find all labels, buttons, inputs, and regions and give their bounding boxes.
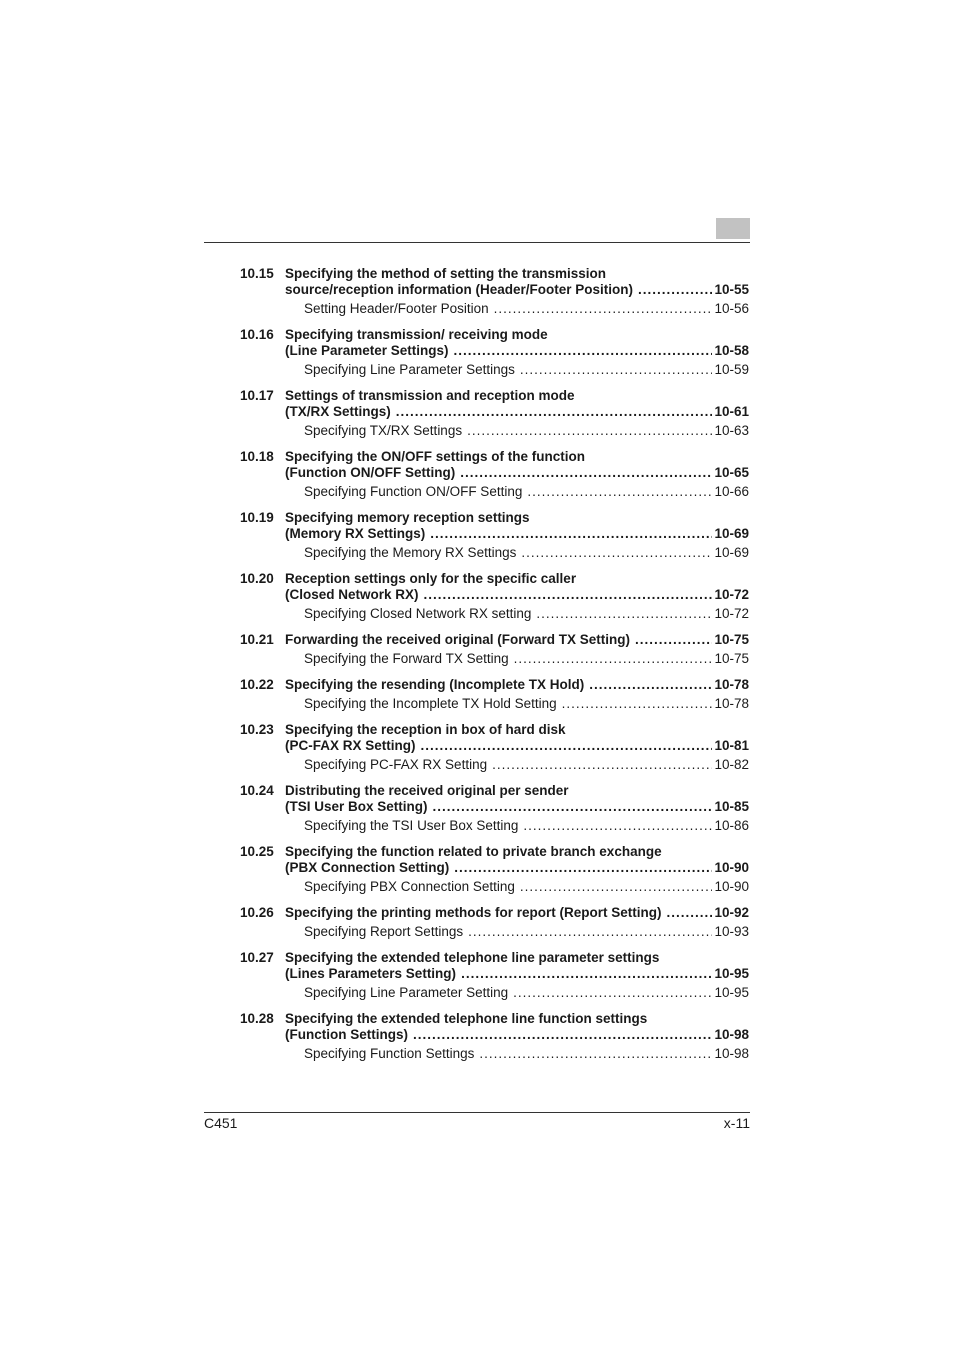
toc-section	[240, 783, 749, 844]
section-number: 10.16	[240, 327, 274, 342]
toc-subentry	[240, 543, 749, 562]
leader-dots	[635, 632, 712, 648]
section-title[interactable]: Specifying the reception in box of hard disk	[285, 722, 566, 737]
toc-section	[240, 950, 749, 1011]
subentry-title[interactable]: Specifying Line Parameter Setting	[304, 985, 509, 1000]
subentry-title[interactable]: Specifying PC-FAX RX Setting	[304, 757, 488, 772]
toc-heading-line	[240, 343, 749, 359]
toc-heading-line	[240, 799, 749, 815]
toc-heading-line	[240, 465, 749, 481]
leader-dots	[562, 694, 713, 713]
toc-heading-line	[240, 327, 749, 343]
section-number: 10.22	[240, 677, 274, 692]
leader-dots	[430, 526, 712, 542]
subentry-title[interactable]: Specifying the Forward TX Setting	[304, 651, 509, 666]
page-ref[interactable]: 10-93	[714, 924, 749, 939]
toc-section	[240, 1011, 749, 1072]
toc-heading-line	[240, 722, 749, 738]
leader-dots	[520, 877, 713, 896]
toc-section	[240, 844, 749, 905]
page-ref[interactable]: 10-90	[714, 860, 749, 875]
section-title[interactable]: Specifying the method of setting the transmission	[285, 266, 607, 281]
section-number: 10.20	[240, 571, 274, 586]
toc-section	[240, 905, 749, 950]
toc-section	[240, 266, 749, 327]
leader-dots	[454, 343, 713, 359]
section-number: 10.25	[240, 844, 274, 859]
page-ref[interactable]: 10-92	[714, 905, 749, 920]
toc-section	[240, 327, 749, 388]
toc-section	[240, 632, 749, 677]
toc-heading-line	[240, 449, 749, 465]
page-ref[interactable]: 10-55	[714, 282, 749, 297]
toc-heading-line	[240, 510, 749, 526]
subentry-title[interactable]: Specifying Function Settings	[304, 1046, 475, 1061]
section-title-cont[interactable]: (Line Parameter Settings)	[285, 343, 449, 358]
toc-subentry	[240, 694, 749, 713]
toc-subentry	[240, 299, 749, 318]
toc-section	[240, 510, 749, 571]
footer-rule	[204, 1112, 750, 1113]
section-title[interactable]: Distributing the received original per sender	[285, 783, 569, 798]
page-ref[interactable]: 10-78	[714, 696, 749, 711]
toc-heading-line	[240, 738, 749, 754]
toc-subentry	[240, 816, 749, 835]
section-title-cont[interactable]: (TX/RX Settings)	[285, 404, 391, 419]
page-ref[interactable]: 10-86	[714, 818, 749, 833]
section-title-cont[interactable]: (Memory RX Settings)	[285, 526, 426, 541]
page-ref[interactable]: 10-78	[714, 677, 749, 692]
section-title-cont[interactable]: (Closed Network RX)	[285, 587, 419, 602]
page-ref[interactable]: 10-81	[714, 738, 749, 753]
section-title[interactable]: Specifying the extended telephone line function settings	[285, 1011, 648, 1026]
toc-heading-line	[240, 844, 749, 860]
page-ref[interactable]: 10-75	[714, 651, 749, 666]
section-title[interactable]: Specifying the printing methods for report (Report Setting)	[285, 905, 662, 920]
toc-heading-line	[240, 860, 749, 876]
leader-dots	[413, 1027, 712, 1043]
page-ref[interactable]: 10-98	[714, 1046, 749, 1061]
subentry-title[interactable]: Specifying Report Settings	[304, 924, 464, 939]
page-ref[interactable]: 10-85	[714, 799, 749, 814]
leader-dots	[514, 649, 713, 668]
toc-subentry	[240, 482, 749, 501]
toc-heading-line	[240, 526, 749, 542]
toc-heading-line	[240, 266, 749, 282]
page-ref[interactable]: 10-95	[714, 985, 749, 1000]
toc-heading-line	[240, 388, 749, 404]
section-title[interactable]: Specifying memory reception settings	[285, 510, 530, 525]
leader-dots	[638, 282, 712, 298]
toc-subentry	[240, 649, 749, 668]
leader-dots	[421, 738, 713, 754]
leader-dots	[589, 677, 712, 693]
subentry-title[interactable]: Specifying TX/RX Settings	[304, 423, 463, 438]
leader-dots	[424, 587, 713, 603]
page-ref[interactable]: 10-61	[714, 404, 749, 419]
page-ref[interactable]: 10-69	[714, 526, 749, 541]
subentry-title[interactable]: Specifying Closed Network RX setting	[304, 606, 532, 621]
toc-section	[240, 388, 749, 449]
leader-dots	[523, 816, 712, 835]
section-title[interactable]: Specifying transmission/ receiving mode	[285, 327, 548, 342]
section-title-cont[interactable]: (Function ON/OFF Setting)	[285, 465, 456, 480]
leader-dots	[492, 755, 712, 774]
section-title-cont[interactable]: (PBX Connection Setting)	[285, 860, 450, 875]
leader-dots	[667, 905, 713, 921]
page-ref[interactable]: 10-90	[714, 879, 749, 894]
leader-dots	[527, 482, 712, 501]
toc-heading-line	[240, 966, 749, 982]
toc-subentry	[240, 755, 749, 774]
header-rule	[204, 242, 750, 243]
toc-heading-line	[240, 404, 749, 420]
toc-heading-line	[240, 282, 749, 298]
toc-section	[240, 677, 749, 722]
toc-subentry	[240, 983, 749, 1002]
section-title-cont[interactable]: (PC-FAX RX Setting)	[285, 738, 416, 753]
section-number: 10.17	[240, 388, 274, 403]
section-title[interactable]: Specifying the resending (Incomplete TX Hold)	[285, 677, 585, 692]
leader-dots	[513, 983, 712, 1002]
subentry-title[interactable]: Specifying PBX Connection Setting	[304, 879, 515, 894]
section-number: 10.28	[240, 1011, 274, 1026]
section-title-cont[interactable]: source/reception information (Header/Footer Position)	[285, 282, 634, 297]
section-title-cont[interactable]: (TSI User Box Setting)	[285, 799, 428, 814]
page-ref[interactable]: 10-95	[714, 966, 749, 981]
section-title[interactable]: Specifying the ON/OFF settings of the function	[285, 449, 585, 464]
section-title-cont[interactable]: (Function Settings)	[285, 1027, 408, 1042]
toc-heading-line	[240, 1011, 749, 1027]
toc-heading-line	[240, 632, 749, 648]
subentry-title[interactable]: Specifying Line Parameter Settings	[304, 362, 515, 377]
page-ref[interactable]: 10-66	[714, 484, 749, 499]
leader-dots	[536, 604, 712, 623]
leader-dots	[520, 360, 713, 379]
section-title[interactable]: Forwarding the received original (Forward TX Setting)	[285, 632, 631, 647]
leader-dots	[468, 922, 712, 941]
section-number: 10.21	[240, 632, 274, 647]
header-tab	[716, 218, 750, 239]
subentry-title[interactable]: Specifying the Memory RX Settings	[304, 545, 517, 560]
leader-dots	[521, 543, 712, 562]
section-number: 10.24	[240, 783, 274, 798]
page-ref[interactable]: 10-69	[714, 545, 749, 560]
section-title[interactable]: Settings of transmission and reception mode	[285, 388, 575, 403]
toc-section	[240, 722, 749, 783]
section-number: 10.18	[240, 449, 274, 464]
toc-heading-line	[240, 587, 749, 603]
toc-subentry	[240, 922, 749, 941]
toc-subentry	[240, 1044, 749, 1063]
leader-dots	[467, 421, 712, 440]
table-of-contents	[240, 266, 749, 1072]
section-number: 10.26	[240, 905, 274, 920]
leader-dots	[454, 860, 712, 876]
leader-dots	[479, 1044, 712, 1063]
toc-heading-line	[240, 1027, 749, 1043]
section-title[interactable]: Specifying the function related to private branch exchange	[285, 844, 662, 859]
page-ref[interactable]: 10-59	[714, 362, 749, 377]
toc-heading-line	[240, 950, 749, 966]
section-number: 10.27	[240, 950, 274, 965]
toc-subentry	[240, 604, 749, 623]
leader-dots	[396, 404, 713, 420]
subentry-title[interactable]: Specifying the TSI User Box Setting	[304, 818, 519, 833]
leader-dots	[460, 465, 712, 481]
toc-section	[240, 449, 749, 510]
section-number: 10.19	[240, 510, 274, 525]
section-number: 10.23	[240, 722, 274, 737]
toc-heading-line	[240, 677, 749, 693]
subentry-title[interactable]: Specifying the Incomplete TX Hold Setting	[304, 696, 557, 711]
toc-section	[240, 571, 749, 632]
section-title[interactable]: Reception settings only for the specific caller	[285, 571, 577, 586]
page-ref[interactable]: 10-75	[714, 632, 749, 647]
leader-dots	[461, 966, 712, 982]
toc-subentry	[240, 421, 749, 440]
section-title-cont[interactable]: (Lines Parameters Setting)	[285, 966, 457, 981]
page-ref[interactable]: 10-56	[714, 301, 749, 316]
leader-dots	[433, 799, 713, 815]
subentry-title[interactable]: Setting Header/Footer Position	[304, 301, 489, 316]
toc-heading-line	[240, 905, 749, 921]
page-ref[interactable]: 10-82	[714, 757, 749, 772]
footer-page-number: x-11	[723, 1115, 750, 1131]
leader-dots	[494, 299, 713, 318]
page-ref[interactable]: 10-72	[714, 606, 749, 621]
page-ref[interactable]: 10-58	[714, 343, 749, 358]
page-ref[interactable]: 10-63	[714, 423, 749, 438]
section-number: 10.15	[240, 266, 274, 281]
page-ref[interactable]: 10-65	[714, 465, 749, 480]
footer-model: C451	[204, 1115, 238, 1131]
page-ref[interactable]: 10-72	[714, 587, 749, 602]
toc-subentry	[240, 877, 749, 896]
toc-heading-line	[240, 571, 749, 587]
page-ref[interactable]: 10-98	[714, 1027, 749, 1042]
section-title[interactable]: Specifying the extended telephone line parameter settings	[285, 950, 660, 965]
toc-subentry	[240, 360, 749, 379]
subentry-title[interactable]: Specifying Function ON/OFF Setting	[304, 484, 523, 499]
toc-heading-line	[240, 783, 749, 799]
